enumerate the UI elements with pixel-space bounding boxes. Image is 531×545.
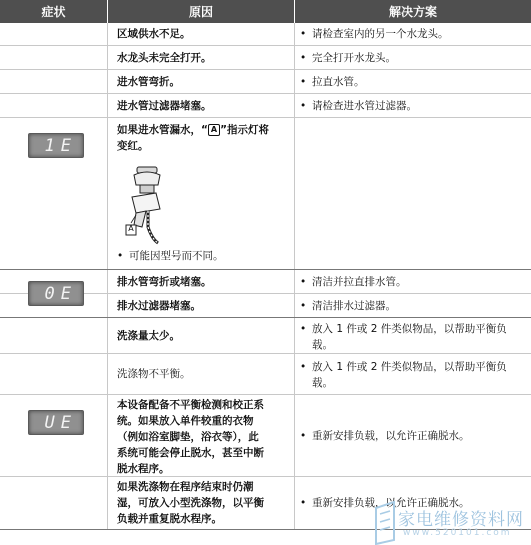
- solution-item: • 请检查进水管过滤器。: [300, 100, 417, 112]
- column-divider: [107, 23, 108, 530]
- error-code: 0E: [44, 283, 77, 304]
- column-divider: [294, 23, 295, 530]
- cause-text: （例如浴室脚垫，浴衣等），此: [117, 431, 259, 443]
- solution-text: 请检查进水管过滤器。: [312, 100, 417, 112]
- row-divider: [0, 117, 531, 118]
- unbalance-cause: [117, 397, 291, 477]
- error-code-display-ue: [28, 410, 84, 435]
- solution-item: • 拉直水管。: [300, 76, 365, 88]
- group-divider: [0, 269, 531, 270]
- cause-text: 系统可能会停止脱水，甚至中断: [117, 447, 264, 459]
- solution-text: 载。: [312, 339, 333, 351]
- header-symptom: 症状: [0, 0, 107, 23]
- header-solution: 解决方案: [295, 0, 531, 23]
- row-divider: [0, 69, 531, 70]
- solution-item: • 完全打开水龙头。: [300, 52, 396, 64]
- indicator-badge: A: [208, 124, 220, 136]
- error-code: 1E: [44, 135, 77, 156]
- solution-text: 重新安排负载，以允许正确脱水。: [312, 430, 470, 442]
- cause-text: 如果洗涤物在程序结束时仍潮: [117, 481, 254, 493]
- cause-text: 进水管过滤器堵塞。: [117, 100, 212, 112]
- cause-text: 负载并重复脱水程序。: [117, 513, 222, 525]
- cause-text: 脱水程序。: [117, 463, 170, 475]
- row-divider: [0, 93, 531, 94]
- watermark-url: www.520101.com: [403, 528, 512, 538]
- row-divider: [0, 353, 531, 354]
- solution-text: 请检查室内的另一个水龙头。: [312, 28, 449, 40]
- cause-text: 洗涤量太少。: [117, 330, 180, 342]
- solution-text: 完全打开水龙头。: [312, 52, 396, 64]
- cause-text: 水龙头未完全打开。: [117, 52, 212, 64]
- watermark-text: 家电维修资料网: [398, 510, 524, 530]
- header-cause: 原因: [108, 0, 294, 23]
- solution-text: 拉直水管。: [312, 76, 365, 88]
- error-code-display-0e: [28, 281, 84, 306]
- error-code: UE: [44, 412, 77, 433]
- cause-text: 变红。: [117, 140, 149, 152]
- cause-text: 洗涤物不平衡。: [117, 368, 191, 380]
- solution-item: • 重新安排负载，以允许正确脱水。: [300, 430, 470, 442]
- solution-text: 重新安排负载，以允许正确脱水。: [312, 497, 470, 509]
- cause-text: 本设备配备不平衡检测和校正系: [117, 399, 264, 411]
- model-note: • 可能因型号而不同。: [117, 250, 224, 262]
- solution-text: 放入 1 件或 2 件类似物品，以帮助平衡负: [312, 323, 507, 335]
- solution-text: 放入 1 件或 2 件类似物品，以帮助平衡负: [312, 361, 507, 373]
- cause-text: 进水管弯折。: [117, 76, 180, 88]
- solution-text: 清洁排水过滤器。: [312, 300, 396, 312]
- solution-item: • 清洁并拉直排水管。: [300, 276, 407, 288]
- error-code-display-1e: [28, 133, 84, 158]
- solution-item: • 请检查室内的另一个水龙头。: [300, 28, 449, 40]
- leak-cause-text: [117, 122, 289, 154]
- solution-item: • 重新安排负载，以允许正确脱水。: [300, 497, 470, 509]
- solution-item: • 清洁排水过滤器。: [300, 300, 396, 312]
- cause-text: ”指示灯将: [220, 124, 270, 136]
- solution-item: • 放入 1 件或 2 件类似物品，以帮助平衡负 载。: [300, 321, 525, 353]
- cause-text: 统。如果放入单件较重的衣物: [117, 415, 254, 427]
- cause-text: 如果进水管漏水，“: [117, 124, 208, 136]
- cause-text: 湿，可放入小型洗涤物，以平衡: [117, 497, 264, 509]
- row-divider: [0, 45, 531, 46]
- illustration-label: A: [128, 224, 134, 233]
- cause-text: 区域供水不足。: [117, 28, 191, 40]
- cause-text: 排水过滤器堵塞。: [117, 300, 201, 312]
- damp-cause: [117, 479, 291, 527]
- group-divider: [0, 317, 531, 318]
- solution-text: 载。: [312, 377, 333, 389]
- row-divider: [0, 394, 531, 395]
- solution-text: 清洁并拉直排水管。: [312, 276, 407, 288]
- cause-text: 排水管弯折或堵塞。: [117, 276, 212, 288]
- note-text: 可能因型号而不同。: [129, 250, 224, 262]
- solution-item: • 放入 1 件或 2 件类似物品，以帮助平衡负 载。: [300, 359, 525, 391]
